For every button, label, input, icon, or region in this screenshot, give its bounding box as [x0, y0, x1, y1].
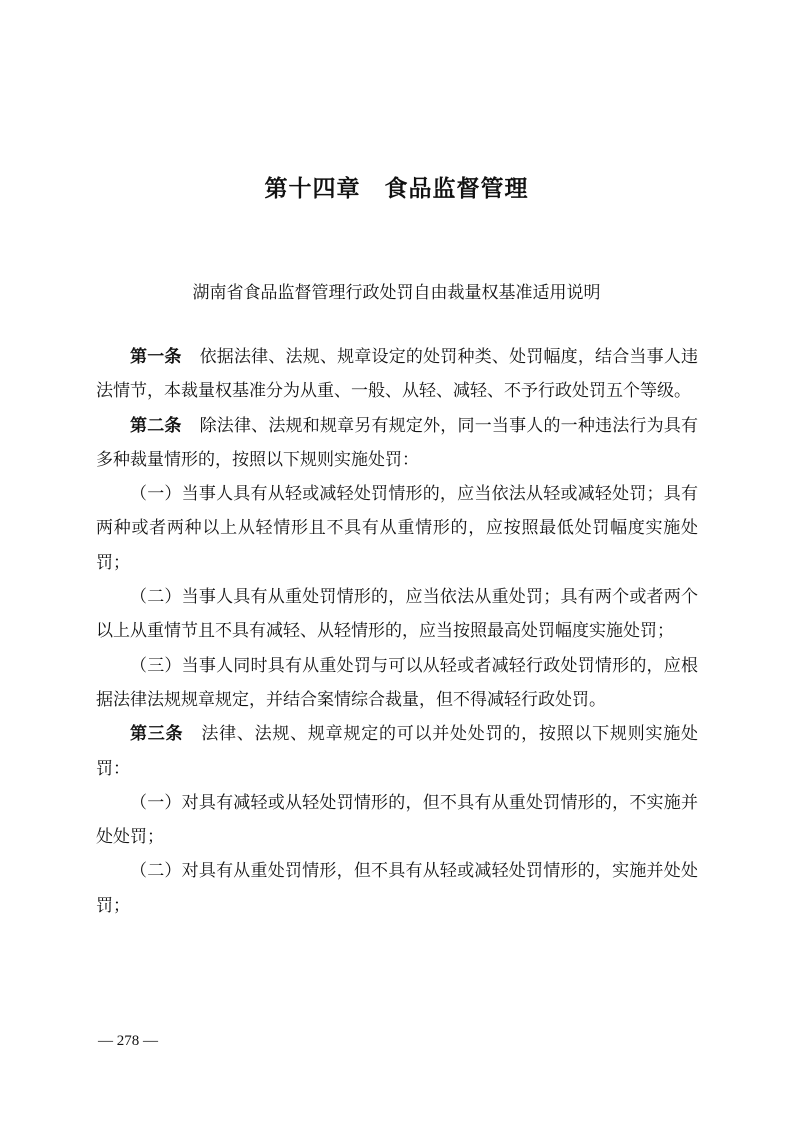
body-text [96, 340, 698, 923]
article-paragraph [96, 409, 698, 478]
paragraph-text: （一）对具有减轻或从轻处罚情形的，但不具有从重处罚情形的，不实施并处处罚； [96, 792, 698, 848]
article-label: 第一条 [130, 347, 182, 367]
paragraph-text: （三）当事人同时具有从重处罚与可以从轻或者减轻行政处罚情形的，应根据法律法规规章规定，并结合案情综合裁量，但不得减轻行政处罚。 [96, 655, 698, 710]
clause-paragraph [96, 649, 698, 718]
paragraph-text: （二）对具有从重处罚情形，但不具有从轻或减轻处罚情形的，实施并处处罚； [96, 861, 698, 916]
paragraph-text: 依据法律、法规、规章设定的处罚种类、处罚幅度，结合当事人违法情节，本裁量权基准分为从重、一般、从轻、减轻、不予行政处罚五个等级。 [96, 347, 699, 402]
article-label: 第三条 [130, 724, 184, 745]
chapter-title: 第十四章 食品监督管理 [264, 176, 529, 202]
paragraph-text: （二）当事人具有从重处罚情形的，应当依法从重处罚；具有两个或者两个以上从重情节且不具有减轻、从轻情形的，应当按照最高处罚幅度实施处罚； [96, 587, 698, 642]
article-paragraph [96, 340, 698, 409]
article-label: 第二条 [130, 415, 182, 436]
clause-paragraph [96, 786, 698, 855]
paragraph-text: （一）当事人具有从轻或减轻处罚情形的，应当依法从轻或减轻处罚；具有两种或者两种以上从轻情形且不具有从重情形的，应按照最低处罚幅度实施处罚； [96, 484, 698, 573]
page-number: — 278 — [98, 1033, 158, 1049]
paragraph-text: 法律、法规、规章规定的可以并处处罚的，按照以下规则实施处罚： [96, 724, 699, 779]
document-subtitle: 湖南省食品监督管理行政处罚自由裁量权基准适用说明 [192, 283, 601, 303]
clause-paragraph [96, 580, 698, 649]
paragraph-text: 除法律、法规和规章另有规定外，同一当事人的一种违法行为具有多种裁量情形的，按照以下规则实施处罚： [96, 415, 699, 470]
article-paragraph [96, 717, 698, 786]
clause-paragraph [96, 854, 698, 923]
clause-paragraph [96, 477, 698, 580]
